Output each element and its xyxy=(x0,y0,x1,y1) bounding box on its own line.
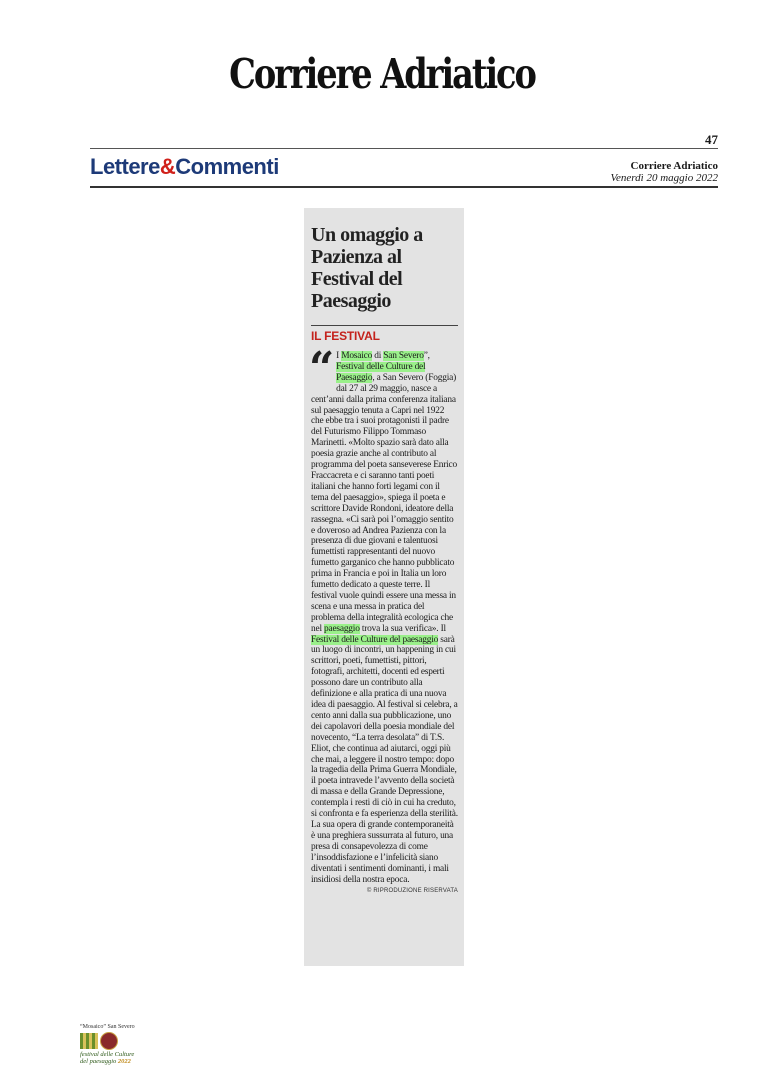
body-highlight: Mosaico xyxy=(341,351,373,361)
quote-mark: “ xyxy=(309,343,335,394)
article-headline: Un omaggio a Pazienza al Festival del Paesaggio xyxy=(311,224,423,312)
issue-paper-name: Corriere Adriatico xyxy=(630,160,718,172)
logo-grid-icon xyxy=(80,1033,98,1049)
section-title-part1: Lettere xyxy=(90,154,160,179)
logo-mark xyxy=(80,1032,150,1050)
body-text: I xyxy=(336,351,342,361)
body-highlight: Festival delle Culture del Paesaggio xyxy=(336,361,426,383)
kicker-rule xyxy=(311,325,458,326)
logo-line1: festival delle Culture xyxy=(80,1051,135,1058)
copyright-notice: © RIPRODUZIONE RISERVATA xyxy=(366,888,458,895)
logo-line2: del paesaggio xyxy=(80,1058,117,1065)
article-clipping xyxy=(304,208,464,966)
issue-info xyxy=(611,160,718,184)
header-rule xyxy=(90,148,718,149)
body-text: , a San Severo (Foggia) dal 27 al 29 maggio, nasce a cent’anni dalla prima conferenza italiana sul paesaggio tenuta a Capri nel 1922 che ebbe tra i suoi protagonisti il padre del Futurismo Filippo Tommaso Marinetti. «Molto spazio sarà dato alla poesia grazie anche al contributo al programma del poeta sanseverese Enrico Fraccacreta e ci saranno tanti poeti italiani che hanno forti legami con il tema del paesaggio», spiega il poeta e scrittore Davide Rondoni, ideatore della rassegna. «Ci sarà poi l’omaggio sentito e doveroso ad Andrea Pazienza con la presenza di due giovani e talentuosi fumettisti rappresentanti del nuovo fumetto garganico che hanno pubblicato prima in Francia e poi in Italia un loro fumetto dedicato a queste terre. Il festival vuole quindi essere una messa in scena e una messa in pratica del problema della integralità ecologica che nel xyxy=(311,372,457,634)
body-text: sarà un luogo di incontri, un happening in cui scrittori, poeti, fumettisti, pittori, fotografi, architetti, docenti ed esperti possono dare un contributo alla definizione e alla pratica di una nuova idea di paesaggio. Al festival si celebra, a cento anni dalla sua pubblicazione, uno dei capolavori della poesia mondiale del novecento, “La terra desolata” di T.S. Eliot, che continua ad aiutarci, oggi più che mai, a leggere il nostro tempo: dopo la tragedia della Prima Guerra Mondiale, il poeta intravede l’avvento della società di massa e della Grande Depressione, contempla i resti di ciò in cui ha creduto, si confronta e fa esperienza della sterilità. La sua opera di grande contemporaneità è una preghiera sussurrata al futuro, una presa di consapevolezza di come l’insoddisfazione e l’infelicità siano diventati i sentimenti dominanti, i mali insidiosi della nostra epoca. xyxy=(311,634,458,885)
logo-top-text: “Mosaico” San Severo xyxy=(80,1024,135,1030)
section-rule xyxy=(90,186,718,188)
body-highlight: Festival delle Culture del paesaggio xyxy=(311,634,439,645)
article-kicker: IL FESTIVAL xyxy=(311,329,380,343)
logo-text xyxy=(80,1051,150,1065)
body-highlight: San Severo xyxy=(383,351,424,361)
issue-date: Venerdì 20 maggio 2022 xyxy=(610,172,718,184)
section-title xyxy=(90,154,279,180)
body-highlight: paesaggio xyxy=(324,623,360,634)
body-text: trova la sua verifica». Il xyxy=(359,623,446,634)
logo-year: 2022 xyxy=(117,1058,131,1065)
article-body xyxy=(309,343,458,885)
body-text: ”, xyxy=(423,351,430,361)
logo-emblem-icon xyxy=(100,1032,118,1050)
festival-logo xyxy=(80,1024,150,1074)
section-title-ampersand: & xyxy=(159,154,176,179)
masthead-title: Corriere Adriatico xyxy=(229,50,535,98)
body-text: di xyxy=(372,351,384,361)
section-title-part2: Commenti xyxy=(175,154,279,179)
page-number: 47 xyxy=(705,132,718,147)
